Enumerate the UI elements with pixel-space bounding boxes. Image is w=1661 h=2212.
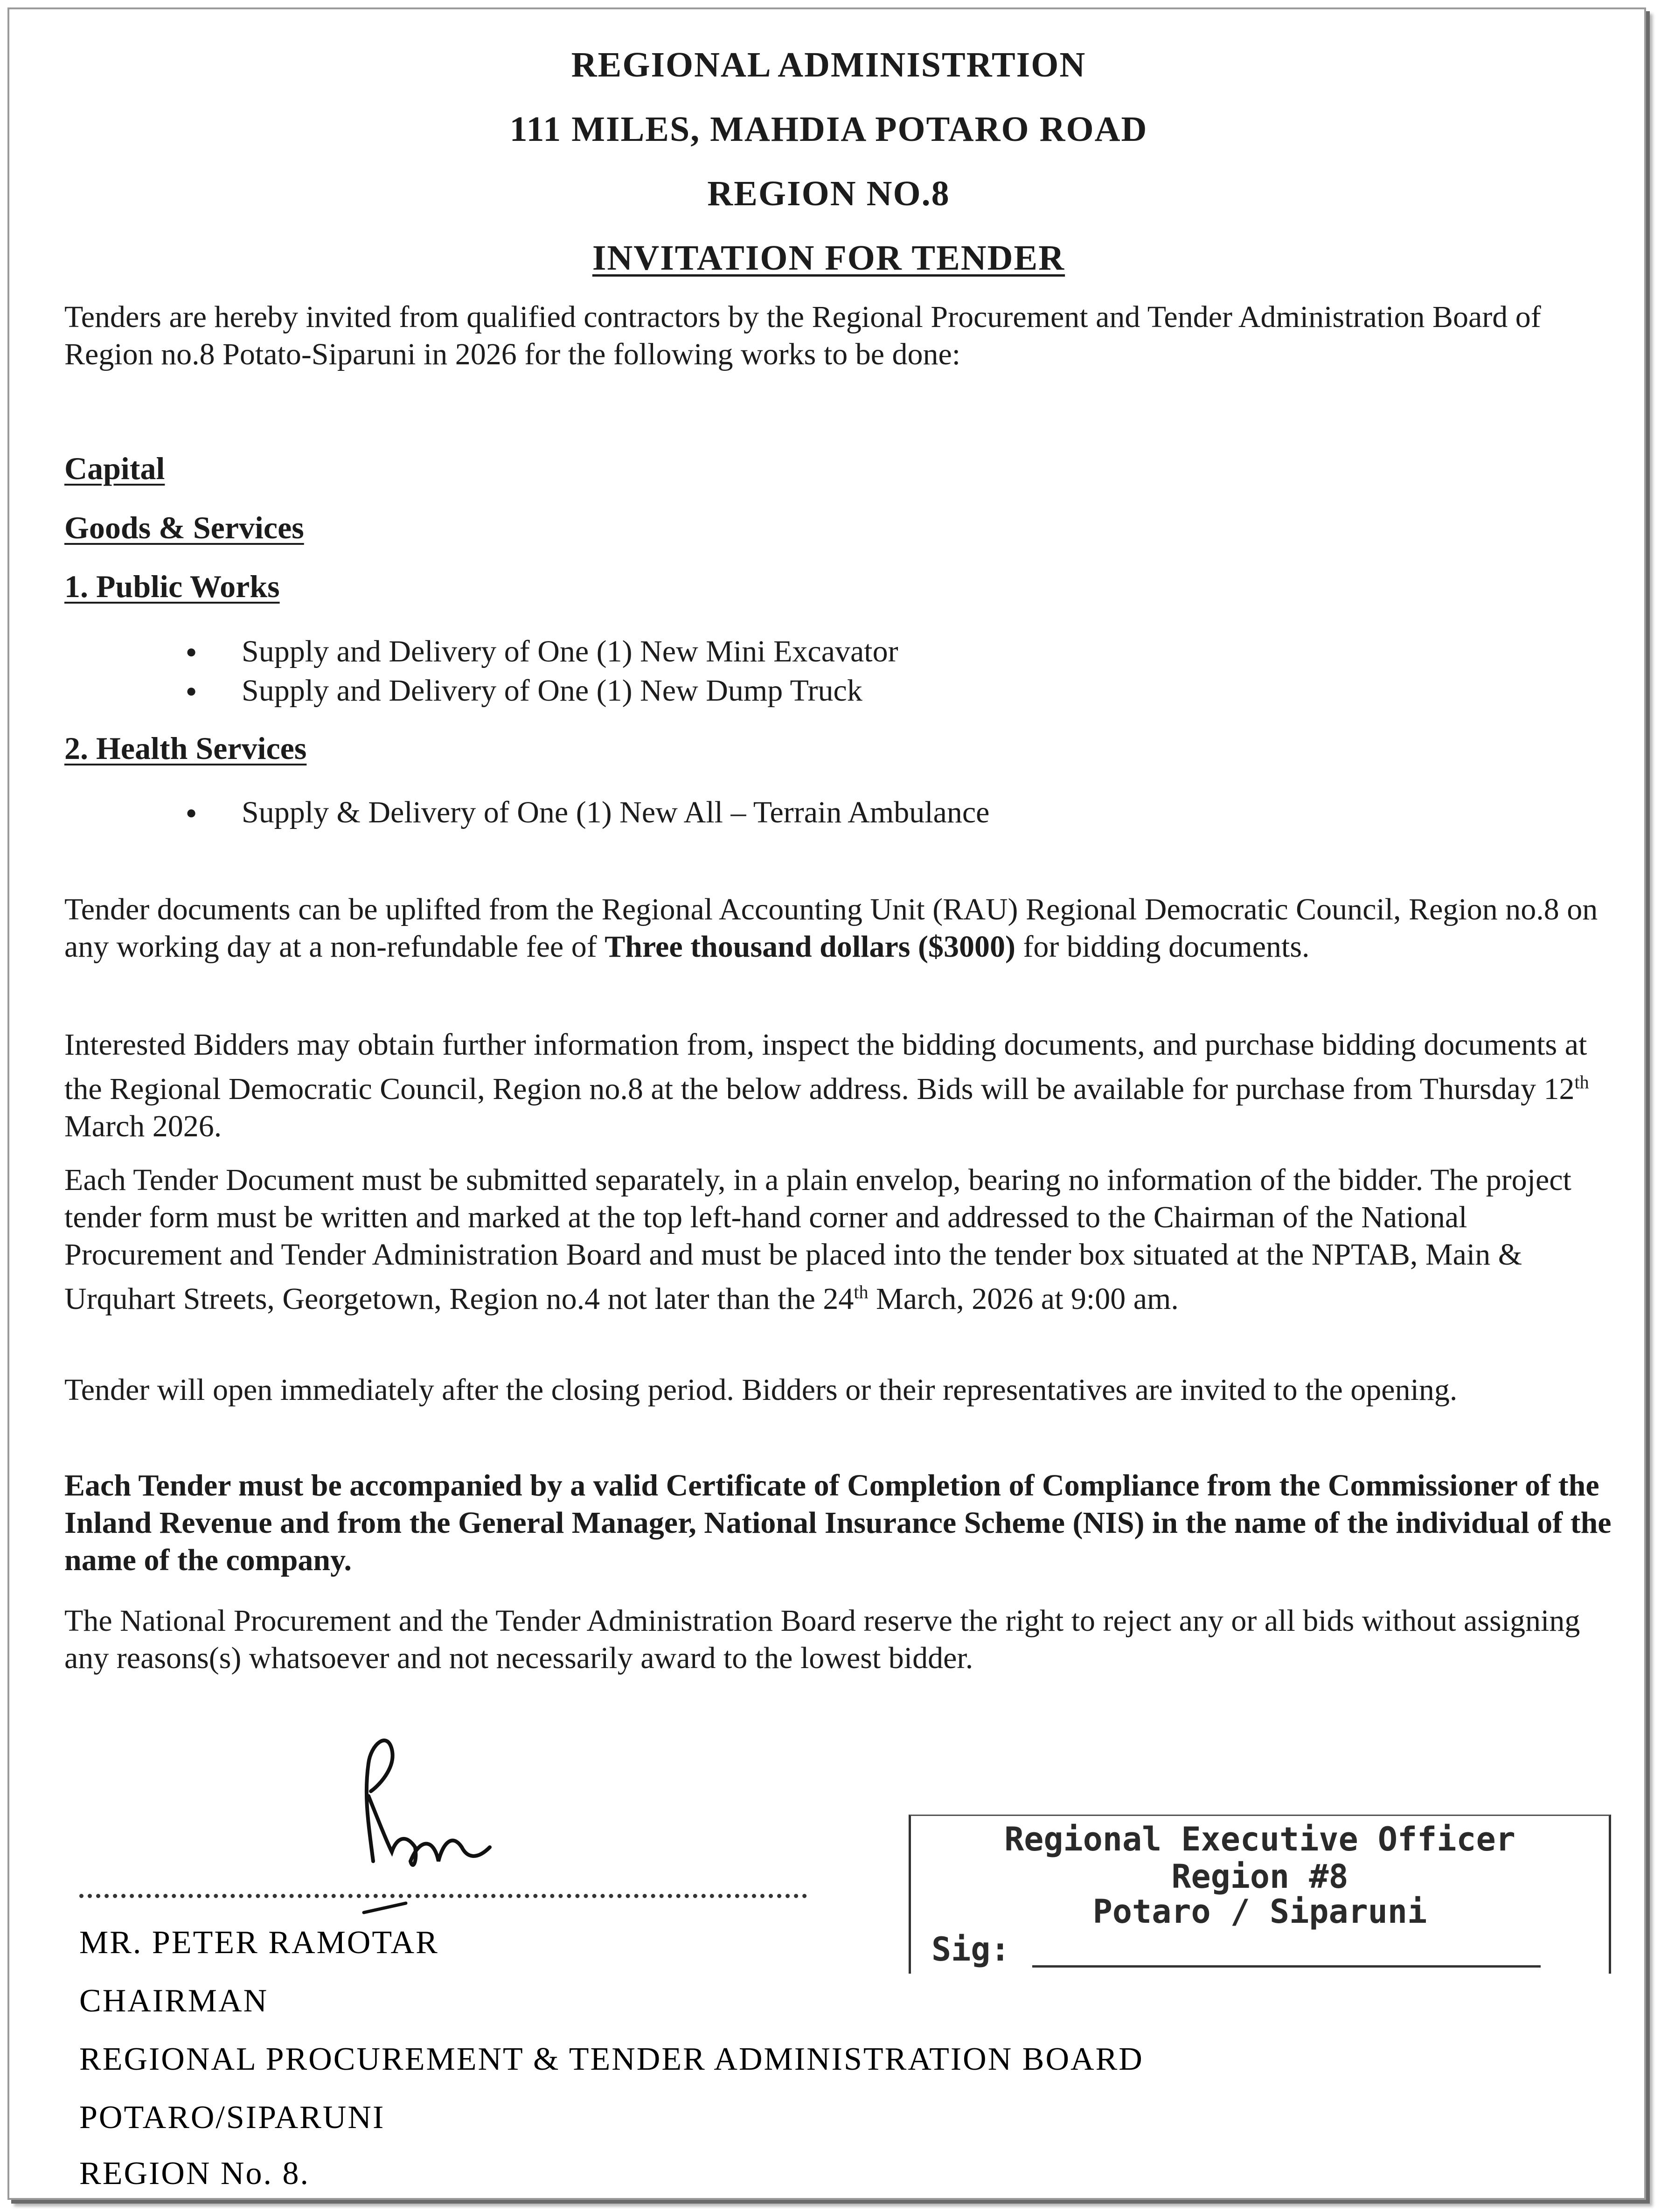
stamp-sig-line xyxy=(1032,1965,1541,1968)
signatory-title: CHAIRMAN xyxy=(79,1983,269,2019)
document-page xyxy=(7,7,1646,2200)
paragraph-opening: Tender will open immediately after the closing period. Bidders or their representatives are invited to the opening. xyxy=(64,1373,1458,1407)
list-item: ● Supply and Delivery of One (1) New Mini Excavator xyxy=(186,632,898,671)
header-region: REGION NO.8 xyxy=(707,174,950,213)
health-services-list xyxy=(186,793,989,832)
handwritten-signature xyxy=(336,1721,532,1917)
official-stamp xyxy=(909,1815,1611,1974)
paragraph-interested-bidders: Interested Bidders may obtain further information from, inspect the bidding documents, and purchase bidding documents at the Regional Democratic Council, Region no.8 at the below address. Bids will be available for purchase from Thursday 12th March 2026. xyxy=(64,1028,1589,1143)
signatory-region: REGION No. 8. xyxy=(79,2156,310,2191)
section-public-works: 1. Public Works xyxy=(64,569,280,604)
signatory-name: MR. PETER RAMOTAR xyxy=(79,1925,439,1961)
paragraph-submission: Each Tender Document must be submitted separately, in a plain envelop, bearing no information of the bidder. The project tender form must be written and marked at the top left-hand corner and addressed to the Chairman of the National Procurement and Tender Administration Board and must be placed into the tender box situated at the NPTAB, Main & Urquhart Streets, Georgetown, Region no.4 not later than the 24th March, 2026 at 9:00 am. xyxy=(64,1163,1571,1316)
paragraph-compliance: Each Tender must be accompanied by a valid Certificate of Completion of Compliance from the Commissioner of the Inland Revenue and from the General Manager, National Insurance Scheme (NIS) in the name of the individual of the name of the company. xyxy=(64,1468,1612,1577)
document-title: INVITATION FOR TENDER xyxy=(592,238,1065,278)
stamp-sig-label: Sig: xyxy=(931,1930,1010,1969)
list-item: ● Supply and Delivery of One (1) New Dump Truck xyxy=(186,671,898,710)
header-address: 111 MILES, MAHDIA POTARO ROAD xyxy=(509,110,1148,149)
stamp-officer: Regional Executive Officer xyxy=(1004,1820,1515,1858)
intro-paragraph: Tenders are hereby invited from qualified contractors by the Regional Procurement and Tender Administration Board of Region no.8 Potato-Siparuni in 2026 for the following works to be done: xyxy=(64,300,1541,371)
header-organization: REGIONAL ADMINISTRTION xyxy=(571,45,1086,84)
letterhead xyxy=(9,33,1648,290)
public-works-list xyxy=(186,632,898,710)
signatory-area: POTARO/SIPARUNI xyxy=(79,2100,385,2135)
paragraph-tender-documents: Tender documents can be uplifted from the Regional Accounting Unit (RAU) Regional Democratic Council, Region no.8 on any working day at a non-refundable fee of Three thousand dollars ($3000) for bidding documents. xyxy=(64,892,1598,964)
signature-line xyxy=(79,1894,807,1898)
stamp-region: Region #8 xyxy=(1171,1857,1348,1896)
signatory-board: REGIONAL PROCUREMENT & TENDER ADMINISTRATION BOARD xyxy=(79,2041,1144,2077)
paragraph-reservation: The National Procurement and the Tender Administration Board reserve the right to reject any or all bids without assigning any reasons(s) whatsoever and not necessarily award to the lowest bidder. xyxy=(64,1604,1580,1675)
section-goods-services: Goods & Services xyxy=(64,510,304,545)
list-item: ● Supply & Delivery of One (1) New All – Terrain Ambulance xyxy=(186,793,989,832)
section-capital: Capital xyxy=(64,451,165,486)
stamp-area: Potaro / Siparuni xyxy=(1092,1892,1427,1931)
section-health-services: 2. Health Services xyxy=(64,730,307,766)
